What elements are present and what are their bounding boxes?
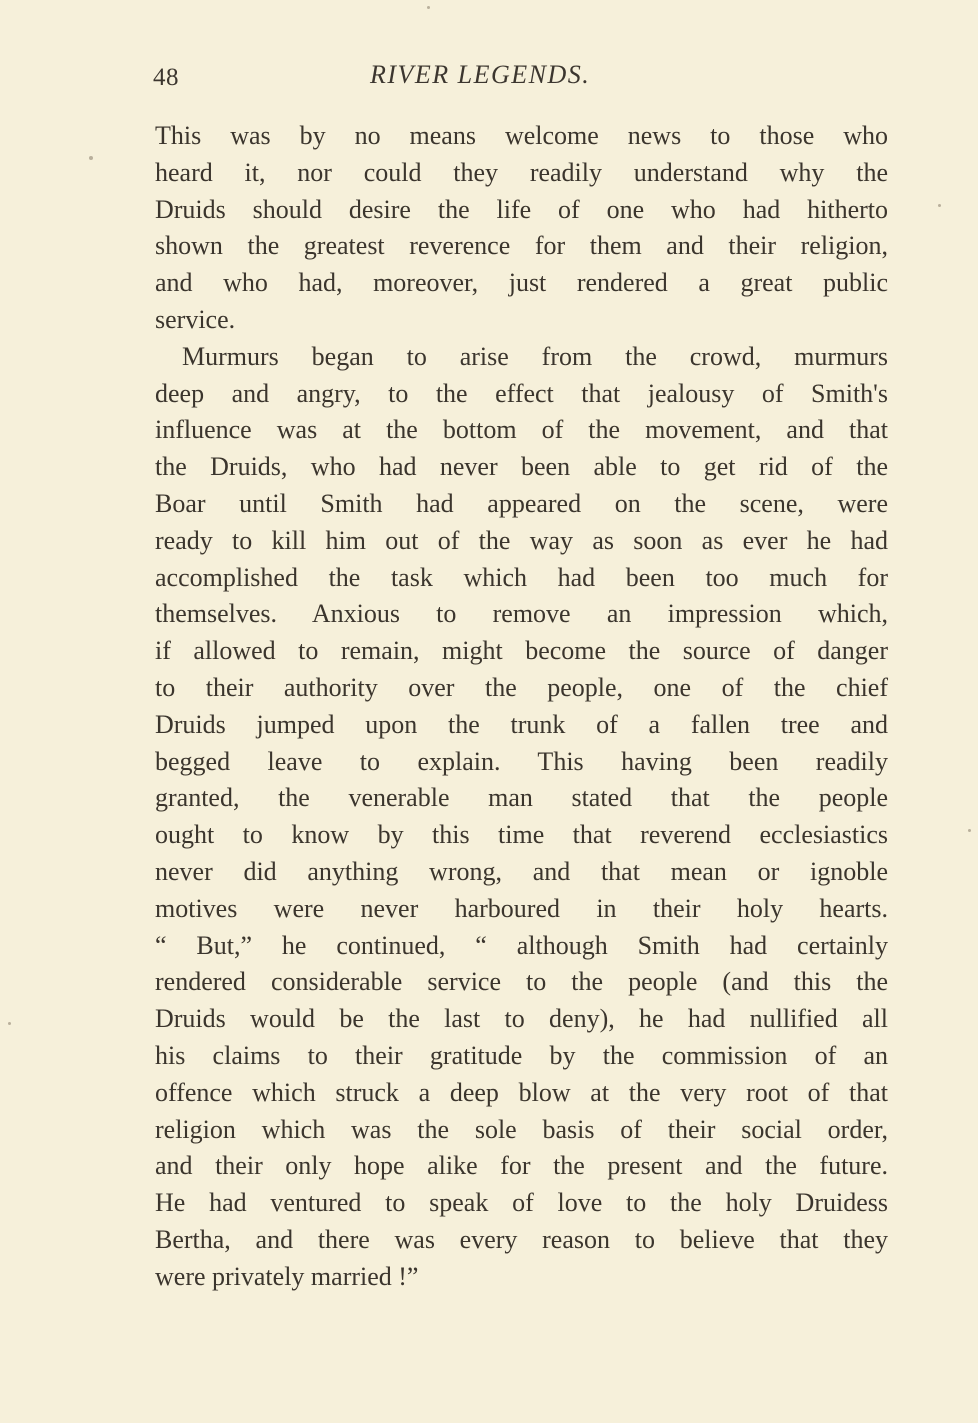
text-line: the Druids, who had never been able to get rid of the: [155, 452, 888, 482]
text-line: influence was at the bottom of the movement, and that: [155, 415, 888, 445]
text-line: heard it, nor could they readily understand why the: [155, 157, 888, 187]
text-line: were privately married !”: [155, 1261, 419, 1291]
text-line: granted, the venerable man stated that the people: [155, 783, 888, 813]
text-line: begged leave to explain. This having been readily: [155, 746, 888, 776]
page-number: 48: [153, 64, 179, 91]
text-line: if allowed to remain, might become the source of danger: [155, 636, 888, 666]
paragraph: [155, 118, 888, 339]
body-text: [155, 118, 888, 1296]
text-line: Murmurs began to arise from the crowd, murmurs: [182, 341, 888, 371]
text-line: This was by no means welcome news to those who: [155, 121, 888, 150]
text-line: Bertha, and there was every reason to believe that they: [155, 1224, 888, 1254]
text-line: accomplished the task which had been too much for: [155, 562, 888, 592]
text-line: offence which struck a deep blow at the very root of that: [155, 1077, 888, 1107]
text-line: rendered considerable service to the people (and this the: [155, 967, 888, 997]
paper-speck: [968, 829, 971, 832]
text-line: ready to kill him out of the way as soon as ever he had: [155, 525, 888, 555]
paragraph: [155, 339, 888, 1296]
paper-speck: [8, 1022, 11, 1025]
text-line: never did anything wrong, and that mean or ignoble: [155, 856, 888, 886]
paper-speck: [938, 204, 941, 207]
text-line: to their authority over the people, one of the chief: [155, 672, 888, 702]
text-line: Druids would be the last to deny), he had nullified all: [155, 1004, 888, 1034]
text-line: service.: [155, 304, 236, 334]
text-line: He had ventured to speak of love to the holy Druidess: [155, 1188, 888, 1218]
text-line: and their only hope alike for the present and the future.: [155, 1151, 888, 1181]
text-line: and who had, moreover, just rendered a great public: [155, 268, 888, 298]
text-line: Boar until Smith had appeared on the scene, were: [155, 488, 888, 518]
text-line: ought to know by this time that reverend ecclesiastics: [155, 820, 888, 850]
paper-speck: [89, 156, 93, 160]
text-line: Druids should desire the life of one who had hitherto: [155, 194, 888, 224]
text-line: deep and angry, to the effect that jealousy of Smith's: [155, 378, 888, 408]
text-line: motives were never harboured in their holy hearts.: [155, 893, 888, 923]
text-line: themselves. Anxious to remove an impression which,: [155, 599, 888, 629]
text-line: Druids jumped upon the trunk of a fallen tree and: [155, 709, 888, 739]
text-line: shown the greatest reverence for them and their religion,: [155, 231, 888, 261]
paper-speck: [427, 6, 430, 9]
text-line: his claims to their gratitude by the commission of an: [155, 1040, 888, 1070]
running-title: RIVER LEGENDS.: [370, 60, 591, 89]
text-line: religion which was the sole basis of their social order,: [155, 1114, 888, 1144]
text-line: “ But,” he continued, “ although Smith had certainly: [155, 930, 888, 960]
